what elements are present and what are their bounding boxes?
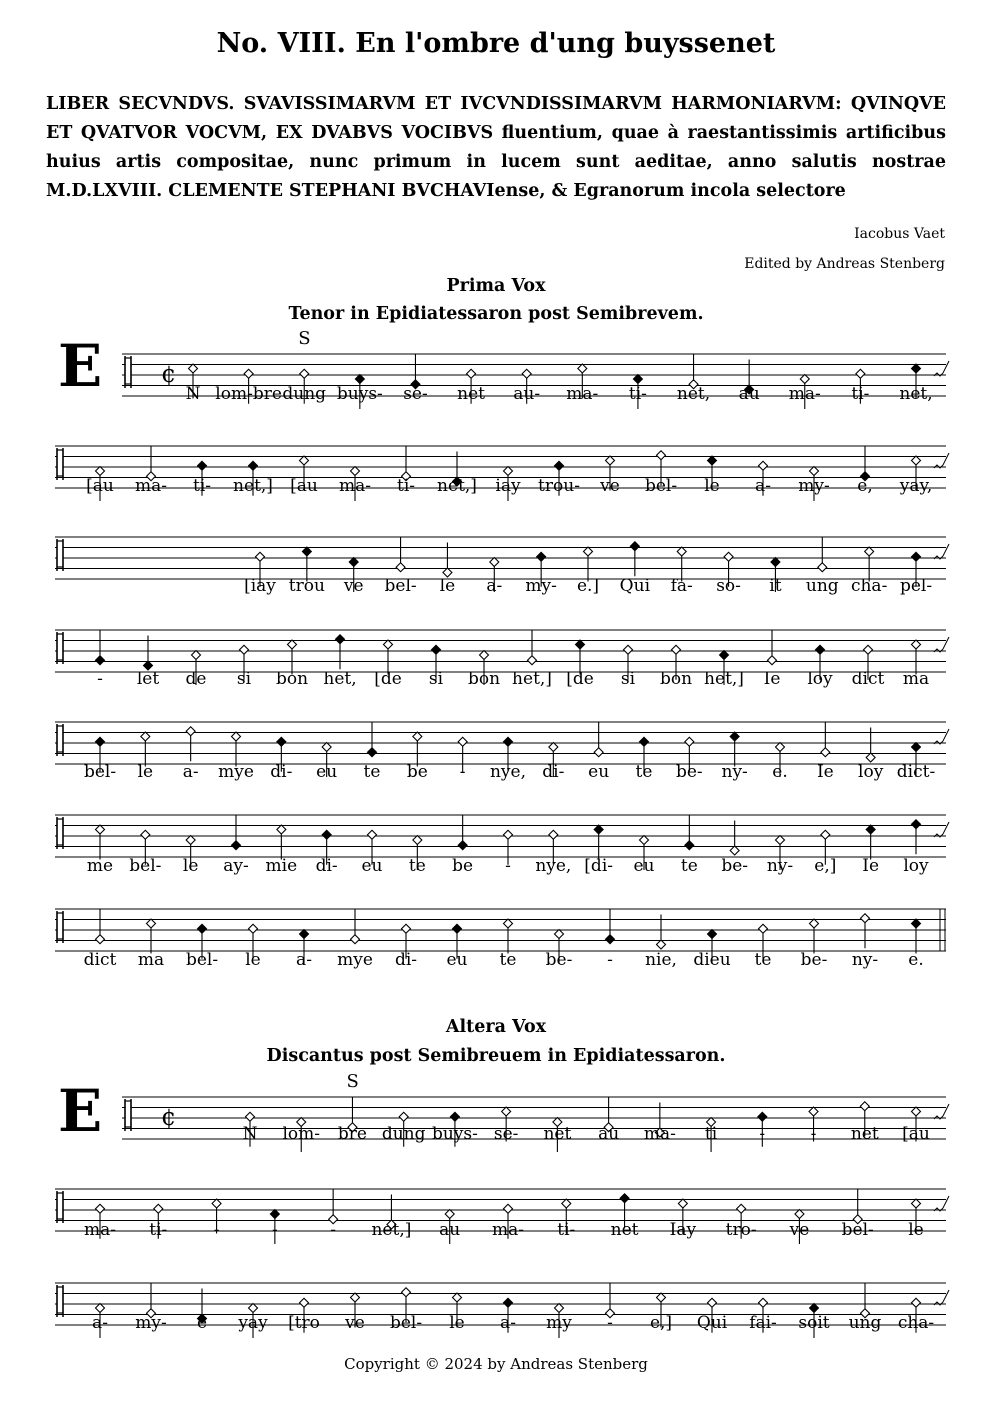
note (96, 630, 105, 665)
lyric-syllable: be- (675, 762, 703, 782)
lyric-syllable: - (759, 1124, 766, 1144)
lyric-syllable: di- (270, 762, 293, 782)
lyric-syllable: dung (381, 1124, 426, 1144)
lyric-syllable: au (598, 1124, 620, 1144)
lyric-syllable: e,] (814, 856, 837, 876)
lyric-syllable: buys- (431, 1124, 478, 1144)
lyric-syllable: cha- (850, 576, 888, 596)
lyric-syllable: mye (337, 950, 373, 970)
lyric-syllable: bre (337, 1124, 367, 1144)
lyric-syllable: het, (323, 669, 357, 689)
lyric-syllable: au (738, 384, 760, 404)
note (528, 630, 537, 665)
custos (934, 1290, 949, 1305)
note (821, 722, 830, 757)
voice-2-subtitle: Discantus post Semibreuem in Epidiatessaron. (266, 1046, 726, 1066)
composer-credit: Iacobus Vaet (854, 226, 945, 242)
lyric-syllable: te (499, 950, 517, 970)
lyric-syllable: di- (394, 950, 418, 970)
note (186, 727, 195, 762)
lyric-syllable: de (185, 669, 207, 689)
lyric-syllable: a- (500, 1313, 516, 1333)
voice-2-name: Altera Vox (445, 1017, 547, 1037)
lyric-syllable: net, (676, 384, 711, 404)
lyric-syllable: lom-bre (215, 384, 282, 404)
lyric-syllable: eu (361, 856, 383, 876)
cut-time-signature: ¢ (161, 1103, 177, 1131)
lyric-syllable: se- (403, 384, 428, 404)
custos (934, 361, 949, 376)
lyric-syllable: dict (851, 669, 885, 689)
lyric-syllable: - (607, 1313, 613, 1333)
editor-credit: Edited by Andreas Stenberg (744, 256, 945, 272)
lyric-syllable: - (97, 669, 103, 689)
lyric-syllable: - (459, 762, 466, 782)
note (606, 909, 615, 944)
lyric-syllable: Ie (816, 762, 834, 782)
lyric-syllable: a- (486, 576, 503, 596)
lyric-syllable: be- (545, 950, 573, 970)
lyric-syllable: net,] (371, 1220, 412, 1240)
lyric-syllable: e, (857, 476, 873, 496)
lyric-syllable: a- (92, 1313, 108, 1333)
lyric-syllable: bel- (129, 856, 162, 876)
custos (934, 637, 949, 652)
lyric-syllable: Iay (669, 1220, 697, 1240)
lyric-syllable: het,] (704, 669, 744, 689)
lyric-syllable: tro- (725, 1220, 757, 1240)
lyric-syllable: fa- (670, 576, 693, 596)
lyric-syllable: fai- (749, 1313, 777, 1333)
lyric-syllable: e. (908, 950, 924, 970)
c-clef (57, 724, 63, 756)
signum-congruentiae: S (346, 1071, 359, 1092)
c-clef (57, 632, 63, 664)
lyric-syllable: mye (218, 762, 254, 782)
lyric-syllable: N (242, 1124, 258, 1144)
lyric-syllable: ay- (223, 856, 249, 876)
lyric-syllable: te (363, 762, 381, 782)
lyric-syllable: ma- (788, 384, 821, 404)
note (861, 914, 870, 949)
lyric-syllable: be- (721, 856, 748, 876)
lyric-syllable: [iay (244, 576, 276, 596)
lyric-syllable: ti- (557, 1220, 576, 1240)
lyric-syllable: si (236, 669, 252, 689)
lyric-syllable: ma- (492, 1220, 524, 1240)
lyric-syllable: cha- (897, 1313, 935, 1333)
note (866, 825, 875, 860)
note (368, 722, 377, 757)
lyric-syllable: ve (789, 1220, 810, 1240)
lyric-syllable: - (505, 856, 511, 876)
lyric-syllable: buys- (336, 384, 383, 404)
custos (934, 453, 949, 468)
lyric-syllable: - (213, 1220, 220, 1240)
lyric-syllable: trou- (538, 476, 580, 496)
note (853, 1189, 862, 1224)
lyric-syllable: e. (772, 762, 788, 782)
note (458, 815, 467, 850)
copyright-notice: Copyright © 2024 by Andreas Stenberg (344, 1355, 648, 1373)
lyric-syllable: bon (467, 669, 501, 689)
note (232, 815, 241, 850)
lyric-syllable: si (428, 669, 444, 689)
lyric-syllable: au- (513, 384, 541, 404)
lyric-syllable: - (271, 1220, 278, 1240)
lyric-syllable: ve (343, 576, 364, 596)
lyric-syllable: N (185, 384, 201, 404)
lyric-syllable: Qui (696, 1313, 728, 1333)
lyric-syllable: net, (899, 384, 933, 404)
lyric-syllable: ma (137, 950, 165, 970)
lyric-syllable: [au (902, 1124, 930, 1144)
lyric-syllable: dieu (693, 950, 731, 970)
note (329, 1189, 338, 1224)
lyric-syllable: ma- (643, 1124, 676, 1144)
lyric-syllable: [de (374, 669, 402, 689)
lyric-syllable: eu (588, 762, 610, 782)
note (912, 820, 921, 855)
lyric-syllable: le (908, 1220, 924, 1240)
lyric-syllable: loy (858, 762, 884, 782)
lyric-syllable: se- (493, 1124, 519, 1144)
note (810, 919, 819, 954)
lyric-syllable: ma- (84, 1220, 116, 1240)
lyric-syllable: iay (495, 476, 521, 496)
lyric-syllable: net (543, 1124, 572, 1144)
note (912, 919, 921, 954)
lyric-syllable: Qui (619, 576, 651, 596)
lyric-syllable: bel- (644, 476, 678, 496)
c-clef (57, 1285, 63, 1317)
lyric-syllable: bon (659, 669, 693, 689)
lyric-syllable: ma (902, 669, 930, 689)
lyric-syllable: te (754, 950, 772, 970)
c-clef (125, 1099, 131, 1131)
lyric-syllable: te (408, 856, 426, 876)
lyric-syllable: ung (848, 1313, 882, 1333)
c-clef (57, 817, 63, 849)
lyric-syllable: my- (525, 576, 557, 596)
lyric-syllable: le (449, 1313, 465, 1333)
lyric-syllable: nye, (535, 856, 572, 876)
voice-1-subtitle: Tenor in Epidiatessaron post Semibrevem. (288, 304, 704, 324)
c-clef (57, 539, 63, 571)
note (768, 630, 777, 665)
lyric-syllable: let (136, 669, 160, 689)
lyric-syllable: [au (290, 476, 318, 496)
lyric-syllable: te (680, 856, 698, 876)
lyric-syllable: ti (704, 1124, 718, 1144)
lyric-syllable: - (330, 1220, 337, 1240)
note (96, 909, 105, 944)
lyric-syllable: my- (798, 476, 830, 496)
c-clef (57, 911, 63, 943)
lyric-syllable: yay (238, 1313, 268, 1333)
lyric-syllable: dict (83, 950, 117, 970)
lyric-syllable: ti- (628, 384, 647, 404)
lyric-syllable: yay, (899, 476, 933, 496)
lyric-syllable: le (704, 476, 720, 496)
custos (934, 1104, 949, 1119)
voice-1-initial: E (58, 332, 103, 400)
lyric-syllable: eu (633, 856, 655, 876)
lyric-syllable: net (610, 1220, 639, 1240)
lyric-syllable: e (196, 1313, 208, 1333)
page-title: No. VIII. En l'ombre d'ung buyssenet (216, 28, 776, 59)
c-clef (125, 356, 131, 388)
note (630, 542, 639, 577)
lyric-syllable: loy (903, 856, 929, 876)
lyric-syllable: a- (182, 762, 199, 782)
lyric-syllable: ve (600, 476, 620, 496)
custos (934, 1196, 949, 1211)
lyric-syllable: [au (86, 476, 114, 496)
lyric-syllable: me (86, 856, 114, 876)
lyric-syllable: te (635, 762, 653, 782)
note (277, 825, 286, 860)
lyric-syllable: lom- (282, 1124, 320, 1144)
lyric-syllable: - (607, 950, 613, 970)
custos (934, 729, 949, 744)
lyric-syllable: trou (288, 576, 325, 596)
lyric-syllable: net,] (233, 476, 273, 496)
lyric-syllable: net,] (437, 476, 477, 496)
note (594, 722, 603, 757)
note (685, 815, 694, 850)
lyric-syllable: au (439, 1220, 461, 1240)
note (504, 919, 513, 954)
lyric-syllable: le (439, 576, 456, 596)
lyric-syllable: Ie (862, 856, 880, 876)
lyric-syllable: [tro (288, 1313, 320, 1333)
lyric-syllable: het,] (512, 669, 552, 689)
voice-1-name: Prima Vox (446, 276, 546, 296)
lyric-syllable: di- (315, 856, 338, 876)
lyric-syllable: a- (755, 476, 771, 496)
lyric-syllable: Ie (763, 669, 781, 689)
lyric-syllable: loy (807, 669, 833, 689)
lyric-syllable: ve (345, 1313, 365, 1333)
lyric-syllable: bel- (384, 576, 417, 596)
lyric-syllable: it (769, 576, 782, 596)
lyric-syllable: ny- (721, 762, 748, 782)
lyric-syllable: e.] (576, 576, 600, 596)
note (336, 635, 345, 670)
lyric-syllable: ma- (566, 384, 599, 404)
lyric-syllable: be (406, 762, 428, 782)
lyric-syllable: ti- (851, 384, 870, 404)
lyric-syllable: ma- (135, 476, 167, 496)
lyric-syllable: [de (566, 669, 594, 689)
lyric-syllable: ma- (339, 476, 371, 496)
lyric-syllable: [di- (584, 856, 614, 876)
lyric-syllable: bel- (389, 1313, 423, 1333)
lyric-syllable: dung (282, 384, 327, 404)
lyric-syllable: so- (716, 576, 741, 596)
lyric-syllable: e,] (649, 1313, 673, 1333)
lyric-syllable: ung (805, 576, 839, 596)
lyric-syllable: eu (316, 762, 338, 782)
lyric-syllable: bel- (185, 950, 219, 970)
lyric-syllable: le (245, 950, 261, 970)
intro-text: LIBER SECVNDVS. SVAVISSIMARVM ET IVCVNDISSIMARVM HARMONIARVM: QVINQVE ET QVATVOR VOCVM, EX DVABVS VOCIBVS fluentium, quae à raestantissimis artificibus huius artis compositae, nunc primum in lucem sunt aeditae, anno salutis nostrae M.D.LXVIII. CLEMENTE STEPHANI BVCHAVIense, & Egranorum incola selectore (46, 94, 946, 201)
lyric-syllable: si (620, 669, 636, 689)
c-clef (57, 1191, 63, 1223)
lyric-syllable: bon (275, 669, 309, 689)
lyric-syllable: be- (800, 950, 828, 970)
lyric-syllable: dict- (896, 762, 936, 782)
lyric-syllable: bel- (83, 762, 117, 782)
lyric-syllable: a- (296, 950, 312, 970)
custos (934, 544, 949, 559)
lyric-syllable: ti- (149, 1220, 168, 1240)
lyric-syllable: net (850, 1124, 879, 1144)
lyric-syllable: di- (542, 762, 565, 782)
lyric-syllable: net (457, 384, 485, 404)
c-clef (57, 448, 63, 480)
lyric-syllable: mie (265, 856, 298, 876)
note (351, 909, 360, 944)
lyric-syllable: my- (135, 1313, 167, 1333)
lyric-syllable: le (137, 762, 154, 782)
lyric-syllable: ti- (396, 476, 416, 496)
lyric-syllable: be (452, 856, 474, 876)
lyric-syllable: le (182, 856, 199, 876)
lyric-syllable: bel- (841, 1220, 874, 1240)
lyric-syllable: nie, (645, 950, 677, 970)
lyric-syllable: my (546, 1313, 572, 1333)
lyric-syllable: ny- (766, 856, 794, 876)
note (396, 537, 405, 572)
note (147, 919, 156, 954)
lyric-syllable: ny- (851, 950, 879, 970)
lyric-syllable: - (810, 1124, 817, 1144)
note (96, 825, 105, 860)
lyric-syllable: pel- (899, 576, 933, 596)
signum-congruentiae: S (298, 328, 311, 349)
lyric-syllable: ti- (192, 476, 212, 496)
custos (934, 822, 949, 837)
note (818, 537, 827, 572)
cut-time-signature: ¢ (161, 360, 177, 388)
note (594, 825, 603, 860)
lyric-syllable: nye, (489, 762, 527, 782)
lyric-syllable: soit (798, 1313, 830, 1333)
lyric-syllable: eu (446, 950, 468, 970)
voice-2-initial: E (58, 1077, 103, 1145)
